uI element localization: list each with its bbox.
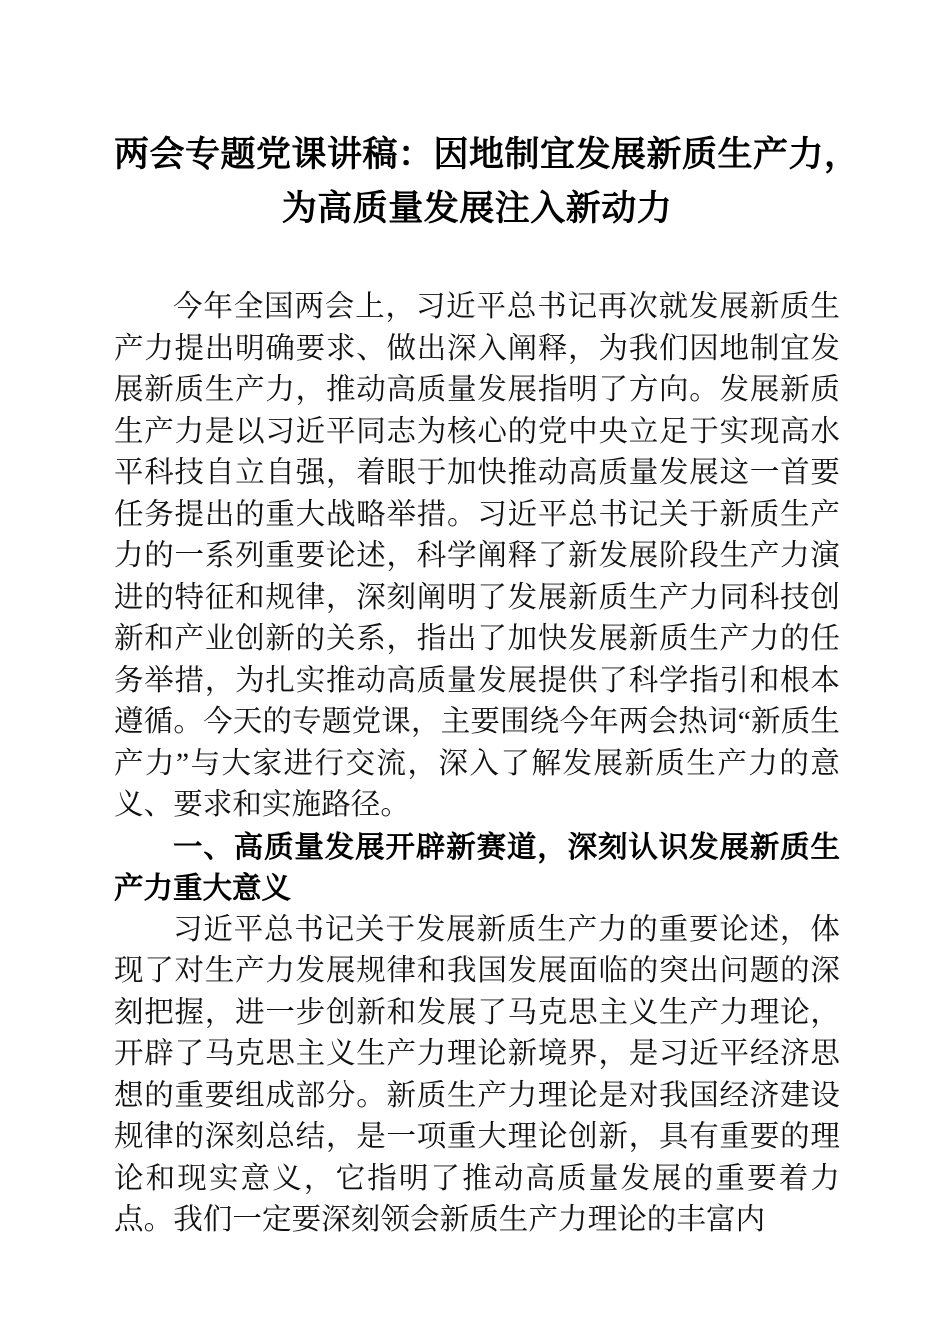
page-content-area (114, 0, 860, 1242)
page-title-line-2: 为高质量发展注入新动力 (281, 189, 673, 228)
page-title (114, 0, 860, 236)
page-title-line-1: 两会专题党课讲稿：因地制宜发展新质生产力， (114, 135, 860, 174)
section-heading-1: 一、高质量发展开辟新赛道，深刻认识发展新质生产力重大意义 (114, 830, 840, 905)
paragraph-intro: 今年全国两会上，习近平总书记再次就发展新质生产力提出明确要求、做出深入阐释，为我们因地制宜发展新质生产力，推动高质量发展指明了方向。发展新质生产力是以习近平同志为核心的党中央立足于实现高水平科技自立自强，着眼于加快推动高质量发展这一首要任务提出的重大战略举措。习近平总书记关于新质生产力的一系列重要论述，科学阐释了新发展阶段生产力演进的特征和规律，深刻阐明了发展新质生产力同科技创新和产业创新的关系，指出了加快发展新质生产力的任务举措，为扎实推动高质量发展提供了科学指引和根本遵循。今天的专题党课，主要围绕今年两会热词“新质生产力”与大家进行交流，深入了解发展新质生产力的意义、要求和实施路径。 (114, 291, 840, 821)
paragraph-section-1-body: 习近平总书记关于发展新质生产力的重要论述，体现了对生产力发展规律和我国发展面临的突出问题的深刻把握，进一步创新和发展了马克思主义生产力理论，开辟了马克思主义生产力理论新境界，是习近平经济思想的重要组成部分。新质生产力理论是对我国经济建设规律的深刻总结，是一项重大理论创新，具有重要的理论和现实意义，它指明了推动高质量发展的重要着力点。我们一定要深刻领会新质生产力理论的丰富内 (114, 913, 840, 1236)
